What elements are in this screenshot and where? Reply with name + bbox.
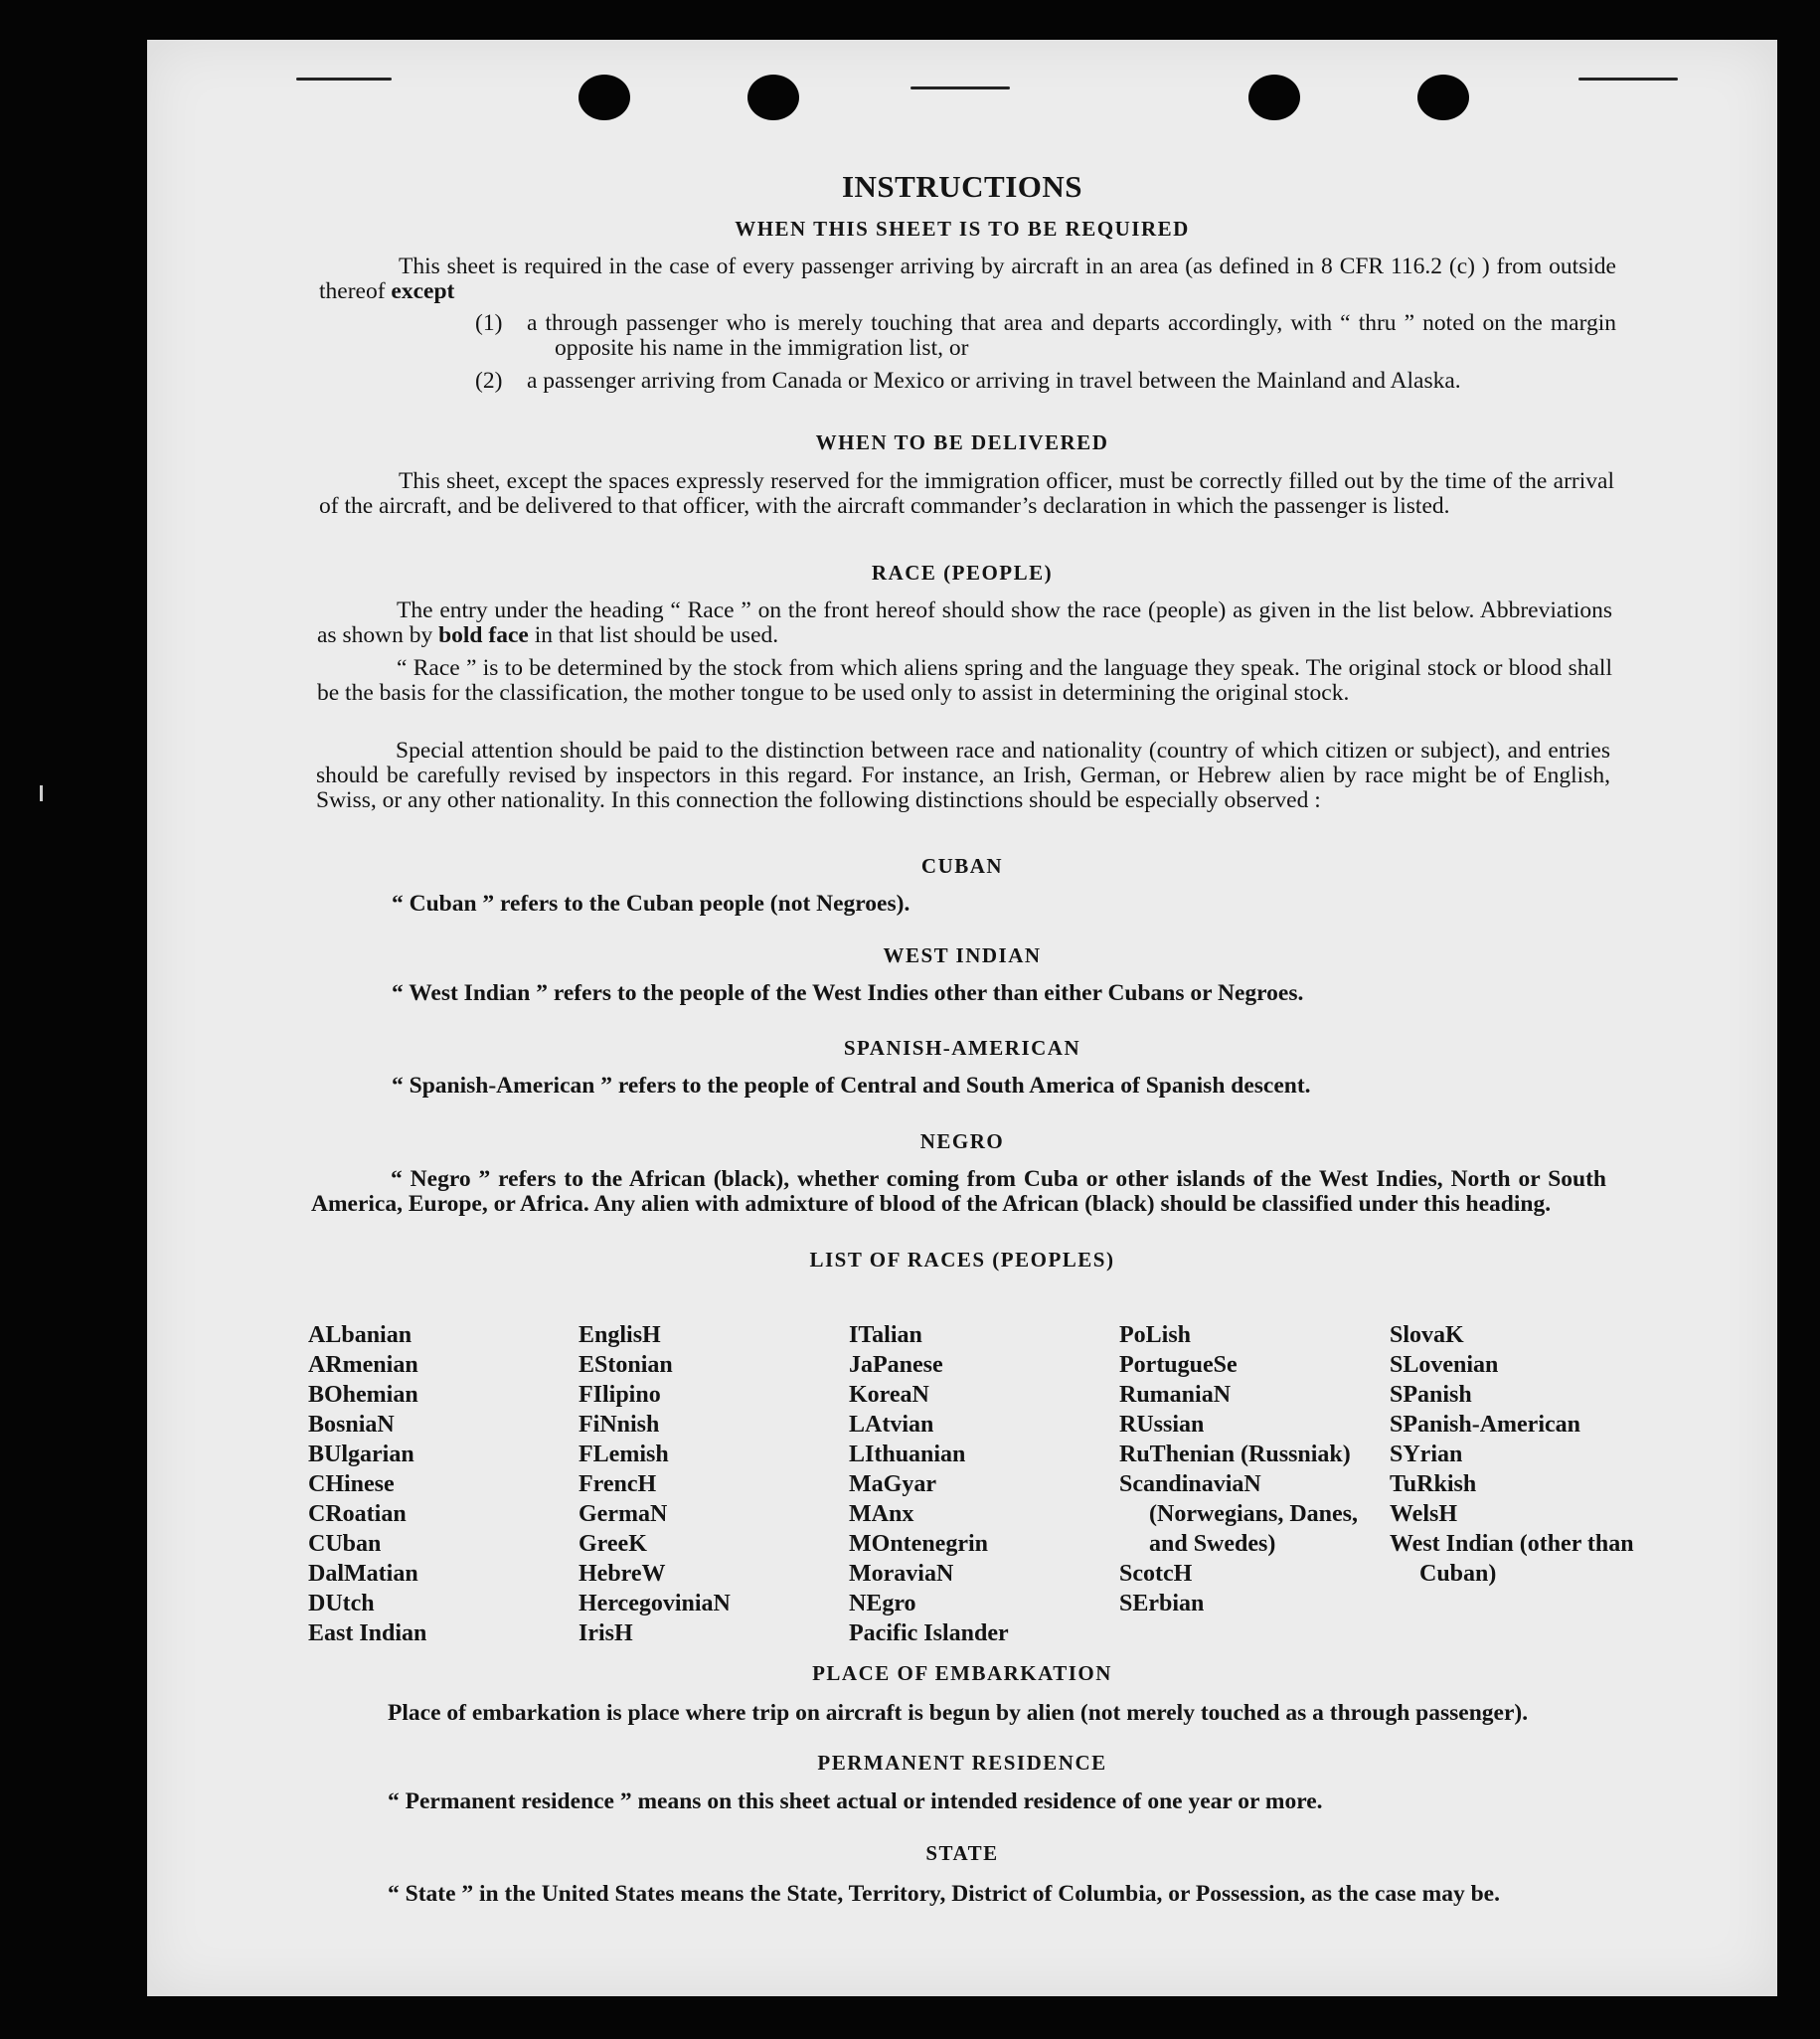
item-text: a through passenger who is merely touching that area and departs accordingly, with “ thru ” noted on the margin opposite his name in the immigration list, or	[527, 310, 1616, 361]
race-item: MAnx	[849, 1501, 914, 1527]
race-item: SLovenian	[1390, 1352, 1499, 1378]
heading-when-delivered: WHEN TO BE DELIVERED	[815, 430, 1109, 454]
paragraph-negro: “ Negro ” refers to the African (black), whether coming from Cuba or other islands of the West Indies, North or South America, Europe, or Africa. Any alien with admixture of blood of the African (black) should be classified under this heading.	[311, 1166, 1606, 1217]
heading-spanish-american: SPANISH-AMERICAN	[843, 1036, 1081, 1060]
race-text-c: in that list should be used.	[534, 622, 779, 648]
exception-item-1	[475, 311, 1616, 361]
race-item: FrencH	[579, 1471, 657, 1497]
race-item: RumaniaN	[1119, 1382, 1232, 1408]
item-number: (1)	[475, 310, 503, 336]
race-item: FiNnish	[579, 1412, 660, 1438]
race-item: ALbanian	[308, 1322, 413, 1348]
heading-negro: NEGRO	[919, 1129, 1005, 1153]
races-column-1	[308, 1320, 547, 1648]
page-title: INSTRUCTIONS	[841, 169, 1082, 204]
heading-west-indian: WEST INDIAN	[883, 943, 1042, 967]
paragraph-state: “ State ” in the United States means the State, Territory, District of Columbia, or Possession, as the case may be.	[388, 1881, 1500, 1907]
race-item: EnglisH	[579, 1322, 661, 1348]
heading-state: STATE	[925, 1841, 999, 1865]
race-item: HercegoviniaN	[579, 1591, 731, 1616]
text-residence: “ Permanent residence ” means on this sheet actual or intended residence of one year or more.	[388, 1788, 1323, 1814]
race-item: DUtch	[308, 1591, 375, 1616]
race-item: MoraviaN	[849, 1561, 954, 1587]
intro-text: This sheet is required in the case of every passenger arriving by aircraft in an area (as defined in 8 CFR 116.2 (c) ) from outside thereof	[319, 254, 1616, 304]
race-item: West Indian (other than Cuban)	[1390, 1531, 1634, 1587]
race-item: BosniaN	[308, 1412, 395, 1438]
races-column-2	[579, 1320, 817, 1648]
race-item: LAtvian	[849, 1412, 934, 1438]
left-margin-mark	[40, 785, 43, 801]
item-text: a passenger arriving from Canada or Mexico or arriving in travel between the Mainland and Alaska.	[527, 368, 1461, 394]
race-item: EStonian	[579, 1352, 673, 1378]
paragraph-when-delivered: This sheet, except the spaces expressly reserved for the immigration officer, must be correctly filled out by the time of the arrival of the aircraft, and be delivered to that officer, with the aircraft commander’s declaration in which the passenger is listed.	[319, 468, 1614, 519]
race-item: PortugueSe	[1119, 1352, 1238, 1378]
heading-when-required: WHEN THIS SHEET IS TO BE REQUIRED	[735, 217, 1190, 241]
race-item: PoLish	[1119, 1322, 1192, 1348]
paragraph-embarkation: Place of embarkation is place where trip on aircraft is begun by alien (not merely touched as a through passenger).	[388, 1700, 1529, 1726]
race-item: BOhemian	[308, 1382, 418, 1408]
punch-hole	[1248, 75, 1300, 120]
races-column-5	[1390, 1320, 1638, 1589]
race-item: JaPanese	[849, 1352, 943, 1378]
race-item: RuThenian (Russniak)	[1119, 1442, 1351, 1467]
heading-cuban: CUBAN	[920, 854, 1004, 878]
race-item: CUban	[308, 1531, 382, 1557]
race-item: ARmenian	[308, 1352, 418, 1378]
races-column-3	[849, 1320, 1097, 1648]
race-item: GermaN	[579, 1501, 668, 1527]
race-item: BUlgarian	[308, 1442, 414, 1467]
race-item: NEgro	[849, 1591, 916, 1616]
race-item: SlovaK	[1390, 1322, 1464, 1348]
race-item: MOntenegrin	[849, 1531, 988, 1557]
punch-hole	[747, 75, 799, 120]
race-item: SErbian	[1119, 1591, 1205, 1616]
race-item: TuRkish	[1390, 1471, 1477, 1497]
heading-race: RACE (PEOPLE)	[871, 561, 1054, 585]
race-item: ITalian	[849, 1322, 922, 1348]
race-item: SPanish-American	[1390, 1412, 1580, 1438]
edge-mark	[296, 78, 392, 81]
race-item: Pacific Islander	[849, 1620, 1009, 1646]
race-item: CHinese	[308, 1471, 395, 1497]
heading-list-of-races: LIST OF RACES (PEOPLES)	[809, 1248, 1115, 1272]
race-item: ScandinaviaN (Norwegians, Danes, and Swedes)	[1119, 1471, 1358, 1557]
race-item: East Indian	[308, 1620, 427, 1646]
item-number: (2)	[475, 368, 503, 394]
race-text-a: The entry under the heading “ Race ” on the front hereof should show the race (people) as given in the list below. Abbreviations as shown by	[317, 597, 1612, 648]
race-item: WelsH	[1390, 1501, 1458, 1527]
race-item: DalMatian	[308, 1561, 418, 1587]
race-item: IrisH	[579, 1620, 633, 1646]
race-item: ScotcH	[1119, 1561, 1193, 1587]
race-item: FIlipino	[579, 1382, 661, 1408]
paragraph-race-2: “ Race ” is to be determined by the stock from which aliens spring and the language they speak. The original stock or blood shall be the basis for the classification, the mother tongue to be used only to assist in determining the original stock.	[317, 655, 1612, 706]
race-item: LIthuanian	[849, 1442, 966, 1467]
race-item: KoreaN	[849, 1382, 929, 1408]
exception-item-2	[475, 369, 1616, 419]
edge-mark	[1578, 78, 1678, 81]
race-item: GreeK	[579, 1531, 647, 1557]
heading-embarkation: PLACE OF EMBARKATION	[812, 1661, 1112, 1685]
heading-residence: PERMANENT RESIDENCE	[817, 1751, 1107, 1775]
race-item: FLemish	[579, 1442, 669, 1467]
paragraph-race-1	[317, 598, 1612, 648]
races-column-4	[1119, 1320, 1358, 1618]
text-cuban: “ Cuban ” refers to the Cuban people (not Negroes).	[392, 891, 910, 917]
text-spanish-american: “ Spanish-American ” refers to the people of Central and South America of Spanish descent.	[392, 1073, 1311, 1099]
race-text-bold: bold face	[438, 622, 529, 648]
paragraph-race-3: Special attention should be paid to the distinction between race and nationality (country of which citizen or subject), and entries should be carefully revised by inspectors in this regard. For instance, an Irish, German, or Hebrew alien by race might be of English, Swiss, or any other nationality. In this connection the following distinctions should be especially observed :	[316, 738, 1610, 813]
text-west-indian: “ West Indian ” refers to the people of the West Indies other than either Cubans or Negroes.	[392, 980, 1304, 1006]
race-item: SPanish	[1390, 1382, 1472, 1408]
race-item: HebreW	[579, 1561, 666, 1587]
races-list	[308, 1320, 1640, 1648]
race-item: MaGyar	[849, 1471, 936, 1497]
punch-hole	[579, 75, 630, 120]
race-item: RUssian	[1119, 1412, 1205, 1438]
document-sheet	[147, 40, 1777, 1996]
paragraph-when-required	[319, 255, 1616, 304]
race-item: CRoatian	[308, 1501, 407, 1527]
punch-hole	[1417, 75, 1469, 120]
edge-mark	[910, 86, 1010, 89]
race-item: SYrian	[1390, 1442, 1463, 1467]
intro-except: except	[391, 278, 455, 304]
